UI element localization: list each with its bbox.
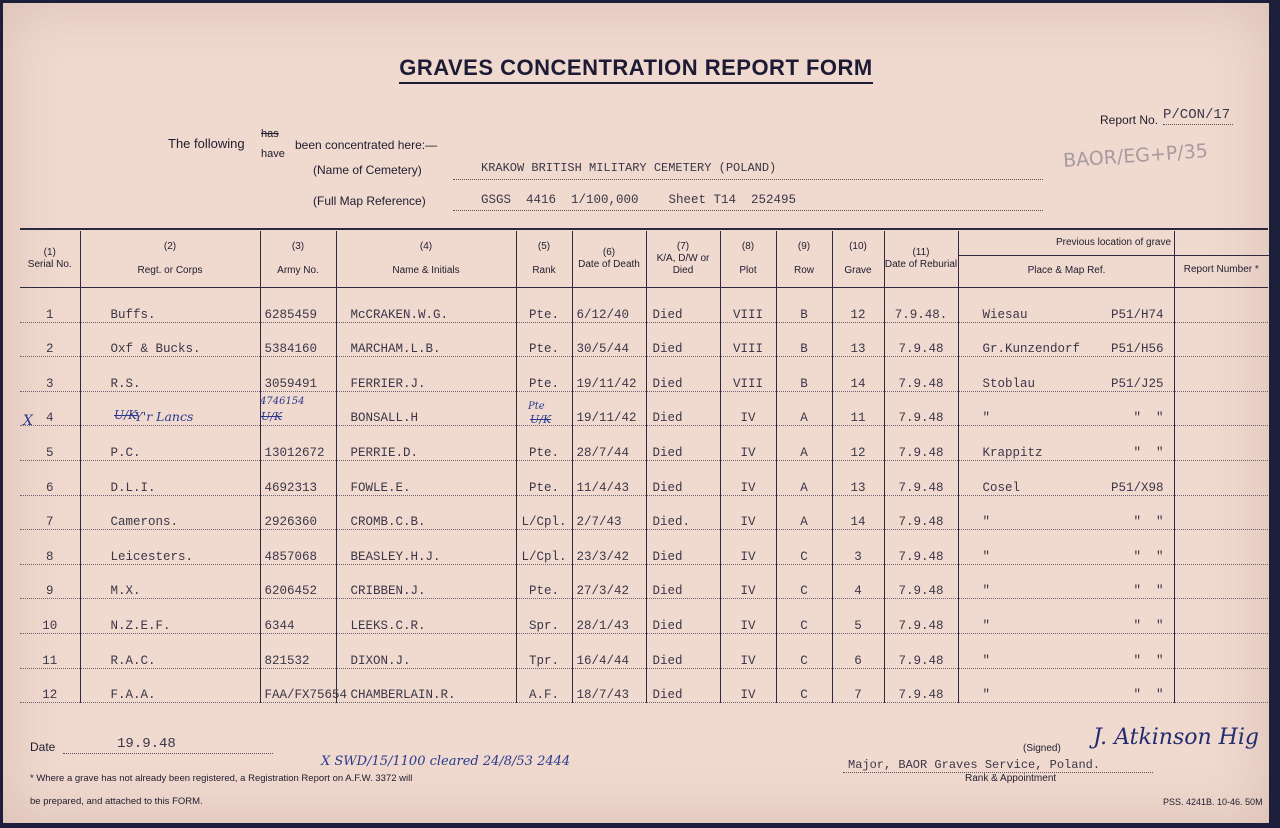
row-cell: C	[776, 564, 832, 599]
map-reference: " "	[1133, 618, 1164, 633]
rank-cell: Pte.	[516, 564, 572, 599]
name-cell: LEEKS.C.R.	[336, 599, 516, 634]
regt-cell: P.C.	[80, 426, 260, 461]
report-number-cell	[1174, 599, 1268, 634]
place-name: "	[982, 618, 991, 633]
army-no-cell: FAA/FX75654	[260, 668, 336, 703]
grave-cell: 3	[832, 530, 884, 565]
handwritten-clearance-note: X SWD/15/1100 cleared 24/8/53 2444	[321, 754, 571, 769]
row-cell: A	[776, 391, 832, 426]
report-number-cell	[1174, 322, 1268, 357]
reburial-cell: 7.9.48	[884, 322, 958, 357]
header-row: (9) Row	[776, 231, 832, 288]
map-reference: " "	[1133, 445, 1164, 460]
following-label: The following	[168, 136, 245, 151]
footnote-line1: * Where a grave has not already been registered, a Registration Report on A.F.W. 3372 will	[30, 773, 413, 784]
plot-cell: VIII	[720, 357, 776, 392]
plot-cell: IV	[720, 530, 776, 565]
rank-cell: Pte.	[516, 288, 572, 323]
map-reference: " "	[1133, 688, 1164, 703]
header-grave: (10) Grave	[832, 231, 884, 288]
serial-cell: 3	[20, 357, 80, 392]
serial-cell: 4	[20, 391, 80, 426]
report-no-label: Report No.	[1100, 113, 1159, 127]
reburial-cell: 7.9.48	[884, 495, 958, 530]
rank-cell: Spr.	[516, 599, 572, 634]
table-row	[20, 322, 1268, 357]
reburial-cell: 7.9.48	[884, 391, 958, 426]
row-cell: B	[776, 288, 832, 323]
table-row	[20, 495, 1268, 530]
name-cell: MARCHAM.L.B.	[336, 322, 516, 357]
place-cell	[958, 322, 1174, 357]
report-number-cell	[1174, 391, 1268, 426]
report-number-cell	[1174, 668, 1268, 703]
rank-cell: Pte.	[516, 460, 572, 495]
reburial-cell: 7.9.48	[884, 564, 958, 599]
army-no-cell: 4692313	[260, 460, 336, 495]
cemetery-value: KRAKOW BRITISH MILITARY CEMETERY (POLAND)	[481, 161, 777, 175]
death-date-cell: 2/7/43	[572, 495, 646, 530]
have-label: have	[261, 148, 285, 160]
death-date-cell: 11/4/43	[572, 460, 646, 495]
grave-cell: 12	[832, 288, 884, 323]
place-name: Stoblau	[982, 376, 1036, 391]
army-no-cell: 3059491	[260, 357, 336, 392]
regt-cell: N.Z.E.F.	[80, 599, 260, 634]
serial-cell: 6	[20, 460, 80, 495]
row4-rank-struck: U/K	[530, 413, 552, 426]
table-row	[20, 460, 1268, 495]
place-name: Krappitz	[982, 445, 1043, 460]
rank-cell: Tpr.	[516, 633, 572, 668]
header-previous-location: Previous location of grave	[1055, 237, 1172, 248]
report-number-cell	[1174, 530, 1268, 565]
army-no-cell: 821532	[260, 633, 336, 668]
report-number-cell	[1174, 633, 1268, 668]
row-cell: C	[776, 633, 832, 668]
plot-cell: IV	[720, 391, 776, 426]
table-row	[20, 599, 1268, 634]
serial-cell: 9	[20, 564, 80, 599]
header-plot: (8) Plot	[720, 231, 776, 288]
serial-cell: 1	[20, 288, 80, 323]
form-sheet	[3, 3, 1269, 823]
death-date-cell: 30/5/44	[572, 322, 646, 357]
report-number-cell	[1174, 460, 1268, 495]
grave-cell: 14	[832, 357, 884, 392]
row-cell: B	[776, 357, 832, 392]
map-reference: P51/J25	[1110, 376, 1164, 391]
death-date-cell: 23/3/42	[572, 530, 646, 565]
map-reference-value: GSGS 4416 1/100,000 Sheet T14 252495	[481, 193, 797, 207]
officer-line: Major, BAOR Graves Service, Poland.	[848, 758, 1101, 772]
grave-cell: 5	[832, 599, 884, 634]
plot-cell: IV	[720, 599, 776, 634]
name-cell: CRIBBEN.J.	[336, 564, 516, 599]
map-reference: " "	[1133, 549, 1164, 564]
signed-label: (Signed)	[1023, 743, 1061, 754]
name-cell: McCRAKEN.W.G.	[336, 288, 516, 323]
death-date-cell: 18/7/43	[572, 668, 646, 703]
death-date-cell: 19/11/42	[572, 391, 646, 426]
cause-cell: Died	[646, 564, 720, 599]
row-cell: C	[776, 530, 832, 565]
plot-cell: VIII	[720, 288, 776, 323]
reburial-cell: 7.9.48	[884, 599, 958, 634]
plot-cell: IV	[720, 564, 776, 599]
serial-cell: 12	[20, 668, 80, 703]
rank-cell: L/Cpl.	[516, 495, 572, 530]
cause-cell: Died	[646, 460, 720, 495]
footnote-line2: be prepared, and attached to this FORM.	[30, 796, 203, 807]
death-date-cell: 19/11/42	[572, 357, 646, 392]
army-no-cell: 5384160	[260, 322, 336, 357]
place-cell	[958, 426, 1174, 461]
army-no-cell: 4857068	[260, 530, 336, 565]
map-reference: " "	[1133, 411, 1164, 426]
report-number-cell	[1174, 426, 1268, 461]
place-name: "	[982, 584, 991, 599]
place-name: "	[982, 515, 991, 530]
death-date-cell: 28/7/44	[572, 426, 646, 461]
regt-cell: Oxf & Bucks.	[80, 322, 260, 357]
form-title: GRAVES CONCENTRATION REPORT FORM	[3, 55, 1269, 81]
rank-cell: A.F.	[516, 668, 572, 703]
place-name: "	[982, 411, 991, 426]
plot-cell: IV	[720, 460, 776, 495]
header-reburial: (11) Date of Reburial	[884, 231, 958, 288]
grave-cell: 14	[832, 495, 884, 530]
table-row	[20, 530, 1268, 565]
name-cell: BEASLEY.H.J.	[336, 530, 516, 565]
report-number-cell	[1174, 357, 1268, 392]
date-value: 19.9.48	[117, 736, 176, 752]
regt-cell: F.A.A.	[80, 668, 260, 703]
plot-cell: IV	[720, 426, 776, 461]
print-code: PSS. 4241B. 10-46. 50M	[1163, 797, 1263, 807]
row-cell: A	[776, 495, 832, 530]
rank-appointment-label: Rank & Appointment	[965, 773, 1057, 784]
header-place	[958, 231, 1174, 288]
serial-cell: 5	[20, 426, 80, 461]
cause-cell: Died	[646, 357, 720, 392]
place-cell	[958, 668, 1174, 703]
map-reference: " "	[1133, 515, 1164, 530]
regt-cell: Leicesters.	[80, 530, 260, 565]
cause-cell: Died	[646, 426, 720, 461]
place-cell	[958, 633, 1174, 668]
army-no-cell: 6206452	[260, 564, 336, 599]
table-row	[20, 391, 1268, 426]
map-reference: " "	[1133, 584, 1164, 599]
report-no-value: P/CON/17	[1163, 107, 1231, 123]
serial-cell: 10	[20, 599, 80, 634]
plot-cell: IV	[720, 668, 776, 703]
header-place-label: Place & Map Ref.	[1027, 265, 1106, 276]
name-cell: CROMB.C.B.	[336, 495, 516, 530]
map-reference: " "	[1133, 653, 1164, 668]
report-no-rule	[1163, 124, 1233, 125]
cemetery-label: (Name of Cemetery)	[313, 163, 422, 177]
cause-cell: Died	[646, 391, 720, 426]
has-struck: has	[261, 128, 279, 140]
header-death: (6) Date of Death	[572, 231, 646, 288]
row-cell: A	[776, 460, 832, 495]
reburial-cell: 7.9.48	[884, 633, 958, 668]
grave-cell: 6	[832, 633, 884, 668]
rank-cell: Pte.	[516, 357, 572, 392]
header-cause: (7) K/A, D/W or Died	[646, 231, 720, 288]
serial-cell: 7	[20, 495, 80, 530]
regt-cell: R.S.	[80, 357, 260, 392]
map-reference-rule	[453, 210, 1043, 211]
reburial-cell: 7.9.48	[884, 460, 958, 495]
place-name: "	[982, 549, 991, 564]
place-name: "	[982, 653, 991, 668]
cause-cell: Died	[646, 599, 720, 634]
grave-cell: 4	[832, 564, 884, 599]
table-row	[20, 668, 1268, 703]
army-no-cell: 6285459	[260, 288, 336, 323]
serial-cell: 8	[20, 530, 80, 565]
regt-cell: M.X.	[80, 564, 260, 599]
plot-cell: VIII	[720, 322, 776, 357]
grave-cell: 13	[832, 460, 884, 495]
regt-cell: R.A.C.	[80, 633, 260, 668]
signature: J. Atkinson Hig	[1093, 725, 1259, 750]
name-cell: CHAMBERLAIN.R.	[336, 668, 516, 703]
row4-rank-handwritten: Pte	[528, 401, 545, 412]
report-number-cell	[1174, 564, 1268, 599]
place-cell	[958, 495, 1174, 530]
header-serial: (1) Serial No.	[20, 231, 80, 288]
row-cell: B	[776, 322, 832, 357]
reburial-cell: 7.9.48	[884, 357, 958, 392]
place-cell	[958, 564, 1174, 599]
table-row	[20, 564, 1268, 599]
serial-cell: 2	[20, 322, 80, 357]
plot-cell: IV	[720, 495, 776, 530]
place-cell	[958, 357, 1174, 392]
cemetery-rule	[453, 179, 1043, 180]
name-cell: BONSALL.H	[336, 391, 516, 426]
reburial-cell: 7.9.48.	[884, 288, 958, 323]
map-reference: P51/H56	[1110, 342, 1164, 357]
death-date-cell: 27/3/42	[572, 564, 646, 599]
reburial-cell: 7.9.48	[884, 426, 958, 461]
reburial-cell: 7.9.48	[884, 668, 958, 703]
death-date-cell: 28/1/43	[572, 599, 646, 634]
rank-cell: L/Cpl.	[516, 530, 572, 565]
death-date-cell: 6/12/40	[572, 288, 646, 323]
pencil-reference: BAOR/EG+P/35	[1062, 139, 1209, 173]
cause-cell: Died	[646, 530, 720, 565]
table-row	[20, 633, 1268, 668]
grave-cell: 11	[832, 391, 884, 426]
rank-cell: Pte.	[516, 426, 572, 461]
row4-regt-handwritten: Y'r Lancs	[134, 409, 194, 425]
graves-table	[20, 231, 1268, 703]
margin-x-mark: X	[23, 413, 33, 429]
serial-cell: 11	[20, 633, 80, 668]
cause-cell: Died	[646, 668, 720, 703]
name-cell: FERRIER.J.	[336, 357, 516, 392]
regt-cell: Buffs.	[80, 288, 260, 323]
regt-cell: Camerons.	[80, 495, 260, 530]
name-cell: PERRIE.D.	[336, 426, 516, 461]
cause-cell: Died.	[646, 495, 720, 530]
rank-cell: Pte.	[516, 322, 572, 357]
regt-cell: D.L.I.	[80, 460, 260, 495]
army-no-cell: 6344	[260, 599, 336, 634]
table-header-row	[20, 231, 1268, 288]
header-army-no: (3) Army No.	[260, 231, 336, 288]
date-rule	[63, 753, 273, 754]
table-row	[20, 426, 1268, 461]
cause-cell: Died	[646, 288, 720, 323]
table-top-rule	[20, 228, 1268, 230]
header-regt: (2) Regt. or Corps	[80, 231, 260, 288]
report-number-cell	[1174, 288, 1268, 323]
row-cell: C	[776, 668, 832, 703]
name-cell: DIXON.J.	[336, 633, 516, 668]
place-name: Wiesau	[982, 307, 1028, 322]
reburial-cell: 7.9.48	[884, 530, 958, 565]
place-cell	[958, 391, 1174, 426]
army-no-cell: 13012672	[260, 426, 336, 461]
table-row	[20, 357, 1268, 392]
place-name: Cosel	[982, 480, 1021, 495]
name-cell: FOWLE.E.	[336, 460, 516, 495]
death-date-cell: 16/4/44	[572, 633, 646, 668]
place-cell	[958, 530, 1174, 565]
map-reference: P51/H74	[1110, 307, 1164, 322]
header-rank: (5) Rank	[516, 231, 572, 288]
place-name: Gr.Kunzendorf	[982, 342, 1081, 357]
been-concentrated-label: been concentrated here:—	[295, 138, 438, 152]
header-name: (4) Name & Initials	[336, 231, 516, 288]
header-report-number: Report Number *	[1174, 231, 1268, 288]
cause-cell: Died	[646, 322, 720, 357]
plot-cell: IV	[720, 633, 776, 668]
row4-army-no-handwritten: 4746154	[260, 396, 305, 407]
row-cell: A	[776, 426, 832, 461]
map-reference-label: (Full Map Reference)	[313, 194, 426, 208]
regt-cell	[80, 391, 260, 426]
army-no-cell: 2926360	[260, 495, 336, 530]
report-number-cell	[1174, 495, 1268, 530]
map-reference: P51/X98	[1110, 480, 1164, 495]
cause-cell: Died	[646, 633, 720, 668]
row4-army-no-struck: U/K	[261, 410, 283, 423]
grave-cell: 7	[832, 668, 884, 703]
date-label: Date	[30, 740, 56, 754]
header-subrule	[959, 255, 1269, 256]
table-row	[20, 288, 1268, 323]
place-cell	[958, 599, 1174, 634]
place-cell	[958, 460, 1174, 495]
grave-cell: 13	[832, 322, 884, 357]
row-cell: C	[776, 599, 832, 634]
row4-regt-struck: U/K	[114, 408, 138, 422]
place-name: "	[982, 688, 991, 703]
grave-cell: 12	[832, 426, 884, 461]
place-cell	[958, 288, 1174, 323]
